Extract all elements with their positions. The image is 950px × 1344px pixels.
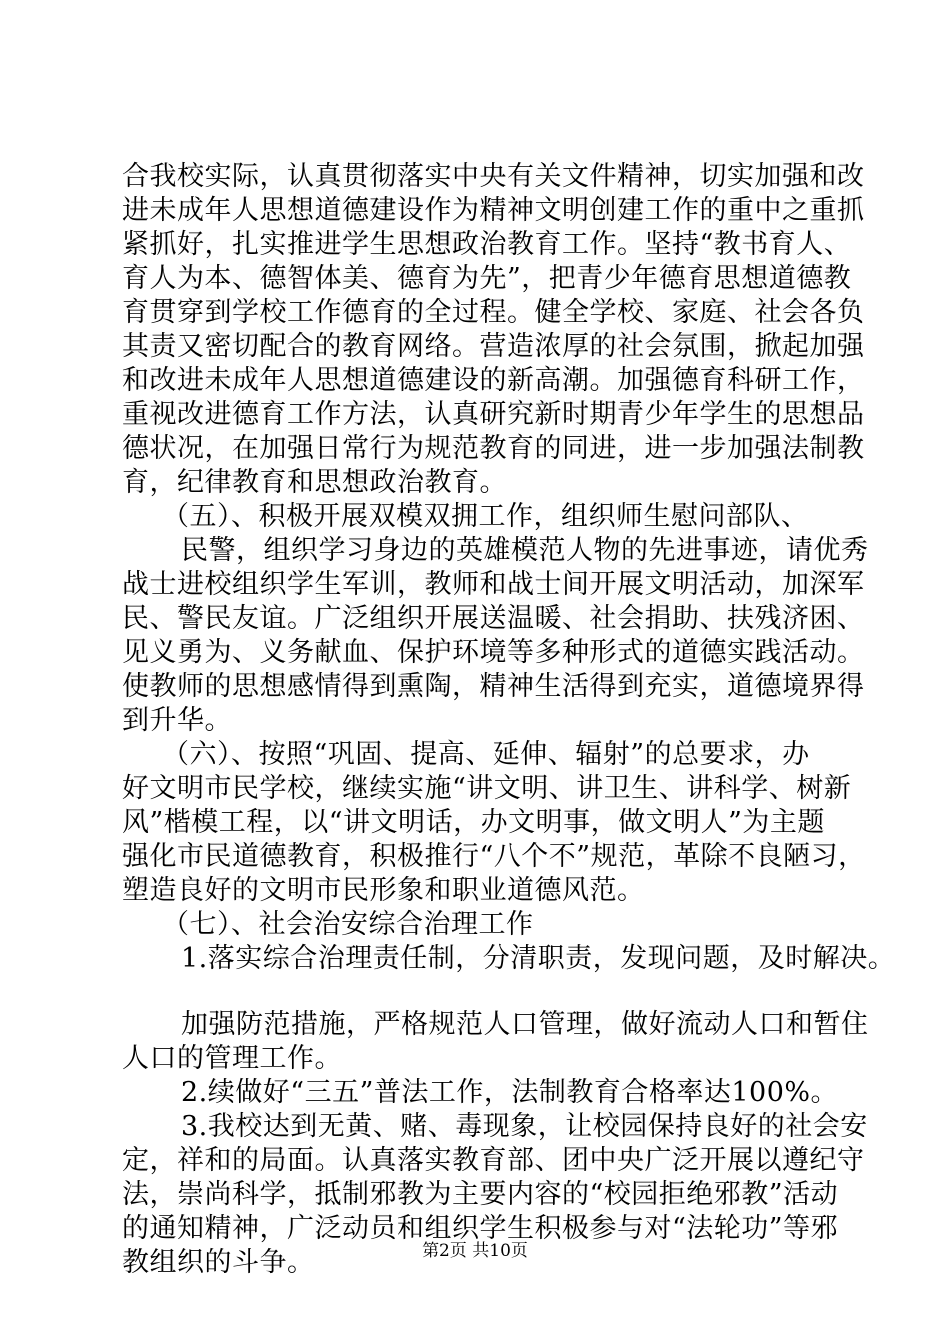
body-line: 塑造良好的文明市民形象和职业道德风范。 [122, 875, 645, 906]
body-line: 和改进未成年人思想道德建设的新高潮。加强德育科研工作， [122, 365, 865, 396]
body-line: 合我校实际，认真贯彻落实中央有关文件精神，切实加强和改 [122, 161, 865, 192]
body-line: 好文明市民学校，继续实施“讲文明、讲卫生、讲科学、树新 [122, 773, 852, 804]
section-heading-7: （七）、社会治安综合治理工作 [162, 909, 534, 940]
body-line: 法，崇尚科学，抵制邪教为主要内容的“校园拒绝邪教”活动 [122, 1179, 839, 1210]
body-line: 见义勇为、义务献血、保护环境等多种形式的道德实践活动。 [122, 637, 865, 668]
body-line: 加强防范措施，严格规范人口管理，做好流动人口和暂住 [181, 1009, 869, 1040]
body-line: 人口的管理工作。 [122, 1043, 342, 1074]
body-line: 育，纪律教育和思想政治教育。 [122, 467, 507, 498]
body-line: 育贯穿到学校工作德育的全过程。健全学校、家庭、社会各负 [122, 297, 865, 328]
list-item-2: 2.续做好“三五”普法工作，法制教育合格率达100%。 [181, 1077, 839, 1108]
body-line: 教组织的斗争。 [122, 1247, 315, 1278]
body-line: 重视改进德育工作方法，认真研究新时期青少年学生的思想品 [122, 399, 865, 430]
section-heading-6: （六）、按照“巩固、提高、延伸、辐射”的总要求，办 [162, 739, 810, 770]
body-line: 紧抓好，扎实推进学生思想政治教育工作。坚持“教书育人、 [122, 229, 852, 260]
body-line: 使教师的思想感情得到熏陶，精神生活得到充实，道德境界得 [122, 671, 865, 702]
body-line: 其责又密切配合的教育网络。营造浓厚的社会氛围，掀起加强 [122, 331, 865, 362]
body-line: 进未成年人思想道德建设作为精神文明创建工作的重中之重抓 [122, 195, 865, 226]
section-heading-5: （五）、积极开展双模双拥工作，组织师生慰问部队、 [162, 501, 809, 532]
body-line: 到升华。 [122, 705, 232, 736]
body-line: 风”楷模工程，以“讲文明话，办文明事，做文明人”为主题 [122, 807, 825, 838]
body-line: 育人为本、德智体美、德育为先”，把青少年德育思想道德教 [122, 263, 852, 294]
body-line: 民、警民友谊。广泛组织开展送温暖、社会捐助、扶残济困、 [122, 603, 865, 634]
page-number: 第2页 共10页 [422, 1241, 528, 1261]
body-line: 强化市民道德教育，积极推行“八个不”规范，革除不良陋习， [122, 841, 866, 872]
body-line: 德状况，在加强日常行为规范教育的同进，进一步加强法制教 [122, 433, 865, 464]
body-line: 定，祥和的局面。认真落实教育部、团中央广泛开展以遵纪守 [122, 1145, 865, 1176]
list-item-1: 1.落实综合治理责任制，分清职责，发现问题，及时解决。 [181, 943, 896, 974]
body-line: 的通知精神，广泛动员和组织学生积极参与对“法轮功”等邪 [122, 1213, 839, 1244]
body-line: 战士进校组织学生军训，教师和战士间开展文明活动，加深军 [122, 569, 865, 600]
body-line: 民警，组织学习身边的英雄模范人物的先进事迹，请优秀 [181, 535, 869, 566]
list-item-3: 3.我校达到无黄、赌、毒现象，让校园保持良好的社会安 [181, 1111, 868, 1142]
